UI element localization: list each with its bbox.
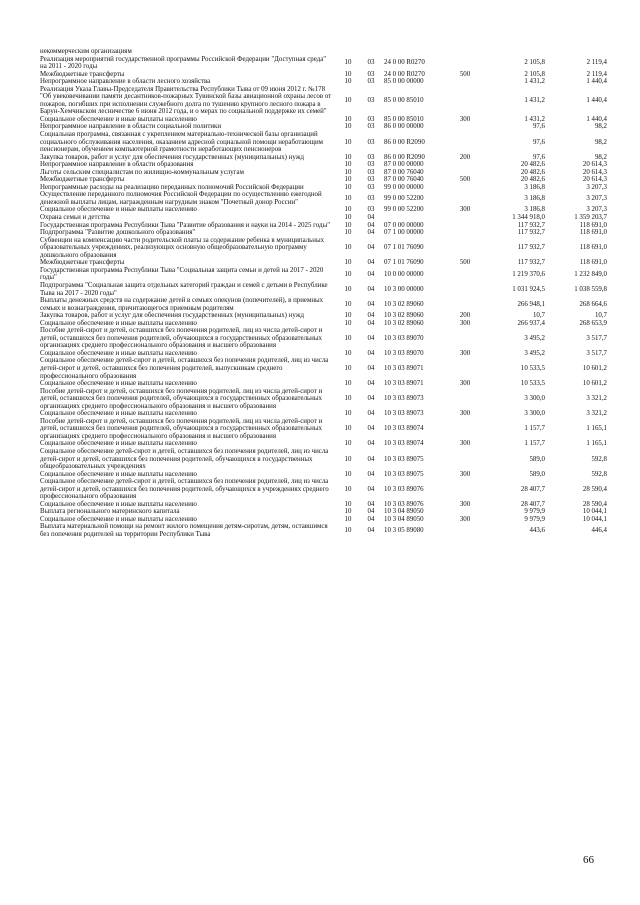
row-section-code: 10 bbox=[344, 380, 352, 388]
row-item-name: Подпрограмма "Социальная защита отдельных категорий граждан и семей с детьми в Республике Тыва на 2017 - 2020 годы" bbox=[40, 281, 328, 297]
row-amount-second-year: 10 044,1 bbox=[582, 508, 607, 516]
row-target-code: 99 0 00 00000 bbox=[384, 183, 424, 191]
row-subsection-code: 04 bbox=[367, 485, 375, 493]
row-amount-second-year: 268 653,9 bbox=[579, 319, 607, 327]
row-section-code: 10 bbox=[344, 168, 352, 176]
row-amount-second-year: 10 044,1 bbox=[582, 515, 607, 523]
row-target-code: 85 0 00 00000 bbox=[384, 78, 424, 86]
table-row bbox=[40, 161, 612, 169]
table-row bbox=[40, 237, 612, 260]
row-amount-first-year: 1 431,2 bbox=[524, 97, 545, 105]
table-row bbox=[40, 320, 612, 328]
row-amount-first-year: 9 979,9 bbox=[524, 508, 545, 516]
row-item-name: Социальное обеспечение и иные выплаты населению bbox=[40, 500, 197, 508]
row-section-code: 10 bbox=[344, 508, 352, 516]
row-target-code: 85 0 00 85010 bbox=[384, 97, 424, 105]
row-section-code: 10 bbox=[344, 115, 352, 123]
row-section-code: 10 bbox=[344, 300, 352, 308]
row-amount-first-year: 3 495,2 bbox=[524, 334, 545, 342]
row-item-name: Социальное обеспечение и иные выплаты населению bbox=[40, 410, 197, 418]
row-subsection-code: 03 bbox=[367, 115, 375, 123]
row-target-code: 99 0 00 52200 bbox=[384, 206, 424, 214]
row-amount-second-year: 20 614,3 bbox=[582, 161, 607, 169]
row-amount-second-year: 1 165,1 bbox=[586, 440, 607, 448]
row-amount-second-year: 118 691,0 bbox=[579, 259, 607, 267]
table-row bbox=[40, 312, 612, 320]
row-item-name: Закупка товаров, работ и услуг для обеспечения государственных (муниципальных) нужд bbox=[40, 153, 304, 161]
row-amount-second-year: 2 119,4 bbox=[586, 70, 607, 78]
row-target-code: 10 3 04 89050 bbox=[384, 515, 424, 523]
row-amount-second-year: 3 321,2 bbox=[586, 410, 607, 418]
row-amount-first-year: 97,6 bbox=[532, 138, 545, 146]
row-item-name: Реализация Указа Главы-Председателя Правительства Республики Тыва от 09 июня 2012 г. №178 "Об увековечивании памяти десантников-пожарных Тувинской базы авиационной охраны лесов от пожаров, погибших при исполнении служебного долга по тушению крупного лесного пожара в Барун-Хемчикском лесничестве 6 июня 2012 года, и о мерах по социальной поддержке их семей" bbox=[40, 85, 332, 116]
row-amount-first-year: 3 186,8 bbox=[524, 195, 545, 203]
row-target-code: 10 3 03 89075 bbox=[384, 455, 424, 463]
row-subsection-code: 03 bbox=[367, 153, 375, 161]
row-amount-first-year: 117 932,7 bbox=[517, 229, 545, 237]
row-amount-first-year: 28 407,7 bbox=[520, 485, 545, 493]
row-amount-first-year: 20 482,6 bbox=[520, 176, 545, 184]
row-section-code: 10 bbox=[344, 425, 352, 433]
row-amount-first-year: 20 482,6 bbox=[520, 168, 545, 176]
row-section-code: 10 bbox=[344, 455, 352, 463]
row-amount-first-year: 3 186,8 bbox=[524, 183, 545, 191]
row-subsection-code: 04 bbox=[367, 455, 375, 463]
row-amount-second-year: 3 207,3 bbox=[586, 206, 607, 214]
row-item-name: Пособие детей-сирот и детей, оставшихся без попечения родителей, лиц из числа детей-сирот и детей, оставшихся без попечения родителей, обучающихся в государственных образовательных организациях среднего профессионального образования и высшего образования bbox=[40, 387, 323, 410]
row-section-code: 10 bbox=[344, 500, 352, 508]
row-item-name: Охрана семьи и детства bbox=[40, 214, 110, 222]
row-amount-first-year: 1 157,7 bbox=[524, 440, 545, 448]
row-section-code: 10 bbox=[344, 138, 352, 146]
row-item-name: Социальное обеспечение и иные выплаты населению bbox=[40, 349, 197, 357]
row-expense-type-code: 300 bbox=[459, 515, 471, 523]
table-row bbox=[40, 131, 612, 154]
row-subsection-code: 04 bbox=[367, 395, 375, 403]
row-section-code: 10 bbox=[344, 312, 352, 320]
row-target-code: 86 0 00 R2090 bbox=[384, 138, 425, 146]
row-amount-first-year: 97,6 bbox=[532, 153, 545, 161]
row-target-code: 10 3 03 89074 bbox=[384, 440, 424, 448]
row-target-code: 87 0 00 76040 bbox=[384, 176, 424, 184]
table-row bbox=[40, 523, 612, 538]
row-amount-second-year: 98,2 bbox=[594, 123, 607, 131]
table-row bbox=[40, 229, 612, 237]
row-subsection-code: 03 bbox=[367, 161, 375, 169]
row-target-code: 10 3 03 89074 bbox=[384, 425, 424, 433]
table-row bbox=[40, 282, 612, 297]
row-amount-first-year: 2 105,8 bbox=[524, 70, 545, 78]
row-amount-second-year: 1 440,4 bbox=[586, 78, 607, 86]
row-item-name: Непрограммное направление в области социальной политики bbox=[40, 123, 222, 131]
row-subsection-code: 04 bbox=[367, 334, 375, 342]
row-target-code: 10 3 03 89076 bbox=[384, 485, 424, 493]
table-row bbox=[40, 56, 612, 71]
row-amount-second-year: 10,7 bbox=[594, 312, 607, 320]
table-row bbox=[40, 71, 612, 79]
row-expense-type-code: 300 bbox=[459, 349, 471, 357]
row-item-name: Социальное обеспечение и иные выплаты населению bbox=[40, 115, 197, 123]
row-amount-first-year: 1 431,2 bbox=[524, 115, 545, 123]
row-item-name: Реализация мероприятий государственной программы Российской Федерации "Доступная среда" на 2011 - 2020 годы bbox=[40, 55, 327, 71]
row-subsection-code: 04 bbox=[367, 527, 375, 535]
row-target-code: 10 3 00 00000 bbox=[384, 285, 424, 293]
row-amount-first-year: 97,6 bbox=[532, 123, 545, 131]
row-amount-second-year: 118 691,0 bbox=[579, 244, 607, 252]
row-section-code: 10 bbox=[344, 221, 352, 229]
page-number: 66 bbox=[583, 854, 594, 866]
row-amount-second-year: 10 601,2 bbox=[582, 380, 607, 388]
row-amount-first-year: 589,0 bbox=[529, 470, 545, 478]
row-amount-first-year: 9 979,9 bbox=[524, 515, 545, 523]
row-amount-second-year: 446,4 bbox=[591, 527, 607, 535]
row-subsection-code: 04 bbox=[367, 244, 375, 252]
row-subsection-code: 04 bbox=[367, 470, 375, 478]
row-subsection-code: 04 bbox=[367, 508, 375, 516]
row-section-code: 10 bbox=[344, 214, 352, 222]
row-subsection-code: 04 bbox=[367, 259, 375, 267]
row-section-code: 10 bbox=[344, 485, 352, 493]
row-expense-type-code: 200 bbox=[459, 153, 471, 161]
row-amount-second-year: 1 232 849,0 bbox=[574, 270, 607, 278]
row-subsection-code: 04 bbox=[367, 221, 375, 229]
row-target-code: 10 3 03 89073 bbox=[384, 410, 424, 418]
table-row bbox=[40, 448, 612, 471]
row-target-code: 07 1 00 00000 bbox=[384, 229, 424, 237]
row-subsection-code: 04 bbox=[367, 425, 375, 433]
row-target-code: 24 0 00 R0270 bbox=[384, 70, 425, 78]
row-item-name: Непрограммное направление в области лесного хозяйства bbox=[40, 78, 211, 86]
row-amount-second-year: 1 359 203,7 bbox=[574, 214, 607, 222]
row-target-code: 07 0 00 00000 bbox=[384, 221, 424, 229]
row-amount-second-year: 3 321,2 bbox=[586, 395, 607, 403]
row-item-name: Выплата материальной помощи на ремонт жилого помещения детям-сиротам, детям, оставшимся без попечения родителей на территории Республики Тыва bbox=[40, 523, 328, 538]
row-amount-first-year: 3 300,0 bbox=[524, 410, 545, 418]
table-row bbox=[40, 410, 612, 418]
row-subsection-code: 04 bbox=[367, 300, 375, 308]
row-amount-first-year: 1 157,7 bbox=[524, 425, 545, 433]
table-row bbox=[40, 222, 612, 230]
table-row bbox=[40, 191, 612, 206]
table-row bbox=[40, 267, 612, 282]
row-section-code: 10 bbox=[344, 527, 352, 535]
row-target-code: 10 3 03 89076 bbox=[384, 500, 424, 508]
row-item-name: Закупка товаров, работ и услуг для обеспечения государственных (муниципальных) нужд bbox=[40, 312, 304, 320]
row-target-code: 87 0 00 00000 bbox=[384, 161, 424, 169]
row-amount-second-year: 28 590,4 bbox=[582, 500, 607, 508]
row-amount-second-year: 1 440,4 bbox=[586, 115, 607, 123]
row-expense-type-code: 300 bbox=[459, 440, 471, 448]
row-section-code: 10 bbox=[344, 319, 352, 327]
row-item-name: Государственная программа Республики Тыва "Социальная защита семьи и детей на 2017 - 2020 годы" bbox=[40, 266, 324, 282]
row-amount-first-year: 1 219 370,6 bbox=[512, 270, 545, 278]
row-subsection-code: 04 bbox=[367, 229, 375, 237]
row-section-code: 10 bbox=[344, 259, 352, 267]
row-subsection-code: 04 bbox=[367, 319, 375, 327]
table-row bbox=[40, 259, 612, 267]
table-row bbox=[40, 154, 612, 162]
table-row bbox=[40, 508, 612, 516]
row-item-name: Межбюджетные трансферты bbox=[40, 176, 125, 184]
row-item-name: Социальное обеспечение детей-сирот и детей, оставшихся без попечения родителей, лиц из числа детей-сирот и детей, оставшихся без попечения родителей, обучающихся в государственных общеобразовательных учреждениях bbox=[40, 447, 329, 471]
table-row bbox=[40, 327, 612, 350]
row-section-code: 10 bbox=[344, 244, 352, 252]
row-amount-second-year: 118 691,0 bbox=[579, 229, 607, 237]
row-amount-first-year: 1 431,2 bbox=[524, 78, 545, 86]
row-target-code: 10 3 03 89070 bbox=[384, 349, 424, 357]
row-section-code: 10 bbox=[344, 440, 352, 448]
row-item-name: Межбюджетные трансферты bbox=[40, 259, 125, 267]
row-section-code: 10 bbox=[344, 349, 352, 357]
row-item-name: Выплата регионального материнского капитала bbox=[40, 508, 180, 516]
table-row bbox=[40, 176, 612, 184]
row-amount-first-year: 1 344 918,0 bbox=[512, 214, 545, 222]
row-amount-first-year: 589,0 bbox=[529, 455, 545, 463]
row-amount-second-year: 1 165,1 bbox=[586, 425, 607, 433]
table-row bbox=[40, 501, 612, 509]
row-amount-second-year: 20 614,3 bbox=[582, 168, 607, 176]
row-amount-second-year: 10 601,2 bbox=[582, 364, 607, 372]
row-amount-second-year: 268 664,6 bbox=[579, 300, 607, 308]
row-section-code: 10 bbox=[344, 176, 352, 184]
row-section-code: 10 bbox=[344, 123, 352, 131]
row-subsection-code: 03 bbox=[367, 78, 375, 86]
row-amount-second-year: 2 119,4 bbox=[586, 59, 607, 67]
row-section-code: 10 bbox=[344, 229, 352, 237]
row-amount-first-year: 266 948,1 bbox=[517, 300, 545, 308]
row-amount-second-year: 1 440,4 bbox=[586, 97, 607, 105]
row-expense-type-code: 300 bbox=[459, 206, 471, 214]
row-amount-second-year: 3 207,3 bbox=[586, 195, 607, 203]
row-target-code: 10 3 03 89075 bbox=[384, 470, 424, 478]
row-item-name: Социальное обеспечение и иные выплаты населению bbox=[40, 206, 197, 214]
row-expense-type-code: 300 bbox=[459, 470, 471, 478]
row-subsection-code: 04 bbox=[367, 349, 375, 357]
row-subsection-code: 04 bbox=[367, 364, 375, 372]
row-item-name: Пособие детей-сирот и детей, оставшихся без попечения родителей, лиц из числа детей-сирот и детей, оставшихся без попечения родителей, обучающихся в государственных образовательных организациях среднего профессионального образования и высшего образования bbox=[40, 327, 323, 350]
row-amount-second-year: 98,2 bbox=[594, 138, 607, 146]
row-subsection-code: 04 bbox=[367, 515, 375, 523]
row-section-code: 10 bbox=[344, 97, 352, 105]
table-row bbox=[40, 123, 612, 131]
row-section-code: 10 bbox=[344, 470, 352, 478]
row-item-name: Льготы сельским специалистам по жилищно-коммунальным услугам bbox=[40, 168, 244, 176]
row-subsection-code: 03 bbox=[367, 97, 375, 105]
table-row bbox=[40, 357, 612, 380]
row-item-name: Социальное обеспечение детей-сирот и детей, оставшихся без попечения родителей, лиц из числа детей-сирот и детей, оставшихся без попечения родителей, обучающихся в учреждениях среднего профессионального образования bbox=[40, 478, 329, 501]
row-target-code: 10 3 03 89071 bbox=[384, 364, 424, 372]
row-subsection-code: 03 bbox=[367, 183, 375, 191]
row-section-code: 10 bbox=[344, 59, 352, 67]
row-subsection-code: 03 bbox=[367, 70, 375, 78]
row-section-code: 10 bbox=[344, 206, 352, 214]
row-target-code: 10 0 00 00000 bbox=[384, 270, 424, 278]
row-amount-second-year: 98,2 bbox=[594, 153, 607, 161]
table-row bbox=[40, 48, 612, 56]
row-section-code: 10 bbox=[344, 364, 352, 372]
row-subsection-code: 04 bbox=[367, 285, 375, 293]
row-item-name: Непрограммные расходы на реализацию переданных полномочий Российской Федерации bbox=[40, 183, 304, 191]
row-item-name: Пособие детей-сирот и детей, оставшихся без попечения родителей, лиц из числа детей-сирот и детей, оставшихся без попечения родителей, обучающихся в государственных образовательных организациях среднего профессионального образования и высшего образования bbox=[40, 417, 323, 440]
row-section-code: 10 bbox=[344, 78, 352, 86]
row-target-code: 86 0 00 R2090 bbox=[384, 153, 425, 161]
row-item-name: Социальное обеспечение и иные выплаты населению bbox=[40, 440, 197, 448]
table-row bbox=[40, 78, 612, 86]
table-row bbox=[40, 388, 612, 411]
row-expense-type-code: 300 bbox=[459, 380, 471, 388]
row-section-code: 10 bbox=[344, 334, 352, 342]
row-item-name: Непрограммное направление в области образования bbox=[40, 161, 194, 169]
table-row bbox=[40, 471, 612, 479]
table-row bbox=[40, 214, 612, 222]
row-item-name: Социальное обеспечение и иные выплаты населению bbox=[40, 470, 197, 478]
row-target-code: 10 3 03 89071 bbox=[384, 380, 424, 388]
row-subsection-code: 04 bbox=[367, 380, 375, 388]
row-expense-type-code: 300 bbox=[459, 319, 471, 327]
row-expense-type-code: 500 bbox=[459, 176, 471, 184]
row-item-name: Социальное обеспечение и иные выплаты населению bbox=[40, 319, 197, 327]
row-amount-second-year: 592,8 bbox=[591, 455, 607, 463]
table-row bbox=[40, 169, 612, 177]
row-amount-first-year: 3 300,0 bbox=[524, 395, 545, 403]
row-item-name: Социальное обеспечение и иные выплаты населению bbox=[40, 380, 197, 388]
row-amount-second-year: 3 517,7 bbox=[586, 334, 607, 342]
row-section-code: 10 bbox=[344, 183, 352, 191]
row-amount-first-year: 3 495,2 bbox=[524, 349, 545, 357]
row-item-name: Осуществление переданного полномочия Российской Федерации по осуществлению ежегодной денежной выплаты лицам, награжденным нагрудным знаком "Почетный донор России" bbox=[40, 191, 322, 206]
row-target-code: 10 3 02 89060 bbox=[384, 312, 424, 320]
row-target-code: 10 3 03 89073 bbox=[384, 395, 424, 403]
table-row bbox=[40, 116, 612, 124]
table-row bbox=[40, 350, 612, 358]
table-row bbox=[40, 478, 612, 501]
row-expense-type-code: 300 bbox=[459, 115, 471, 123]
row-target-code: 07 1 01 76090 bbox=[384, 244, 424, 252]
row-subsection-code: 04 bbox=[367, 440, 375, 448]
row-amount-first-year: 1 031 924,5 bbox=[512, 285, 545, 293]
row-subsection-code: 03 bbox=[367, 168, 375, 176]
row-amount-first-year: 117 932,7 bbox=[517, 244, 545, 252]
row-amount-second-year: 3 207,3 bbox=[586, 183, 607, 191]
row-amount-first-year: 443,6 bbox=[529, 527, 545, 535]
table-row bbox=[40, 86, 612, 116]
table-row bbox=[40, 440, 612, 448]
row-amount-second-year: 20 614,3 bbox=[582, 176, 607, 184]
row-amount-first-year: 117 932,7 bbox=[517, 259, 545, 267]
row-target-code: 10 3 05 89080 bbox=[384, 527, 424, 535]
row-section-code: 10 bbox=[344, 395, 352, 403]
row-amount-first-year: 10,7 bbox=[532, 312, 545, 320]
table-row bbox=[40, 206, 612, 214]
row-item-name: Государственная программа Республики Тыва "Развитие образования и науки на 2014 - 2025 годы" bbox=[40, 221, 331, 229]
row-expense-type-code: 200 bbox=[459, 312, 471, 320]
row-section-code: 10 bbox=[344, 195, 352, 203]
table-row bbox=[40, 380, 612, 388]
row-subsection-code: 03 bbox=[367, 176, 375, 184]
row-target-code: 07 1 01 76090 bbox=[384, 259, 424, 267]
row-expense-type-code: 500 bbox=[459, 70, 471, 78]
row-item-name: Подпрограмма "Развитие дошкольного образования" bbox=[40, 229, 196, 237]
row-subsection-code: 03 bbox=[367, 206, 375, 214]
row-amount-first-year: 3 186,8 bbox=[524, 206, 545, 214]
row-subsection-code: 03 bbox=[367, 59, 375, 67]
row-amount-second-year: 28 590,4 bbox=[582, 485, 607, 493]
row-subsection-code: 03 bbox=[367, 123, 375, 131]
row-expense-type-code: 300 bbox=[459, 500, 471, 508]
row-target-code: 10 3 02 89060 bbox=[384, 319, 424, 327]
row-section-code: 10 bbox=[344, 410, 352, 418]
row-expense-type-code: 300 bbox=[459, 410, 471, 418]
row-item-name: Социальное обеспечение и иные выплаты населению bbox=[40, 515, 197, 523]
row-target-code: 86 0 00 00000 bbox=[384, 123, 424, 131]
table-row bbox=[40, 297, 612, 312]
row-section-code: 10 bbox=[344, 153, 352, 161]
row-amount-second-year: 592,8 bbox=[591, 470, 607, 478]
row-amount-second-year: 1 038 559,8 bbox=[574, 285, 607, 293]
row-target-code: 10 3 04 89050 bbox=[384, 508, 424, 516]
row-item-name: Межбюджетные трансферты bbox=[40, 70, 125, 78]
row-target-code: 24 0 00 R0270 bbox=[384, 59, 425, 67]
table-row bbox=[40, 516, 612, 524]
row-subsection-code: 03 bbox=[367, 138, 375, 146]
row-target-code: 10 3 02 89060 bbox=[384, 300, 424, 308]
table-row bbox=[40, 418, 612, 441]
row-subsection-code: 04 bbox=[367, 500, 375, 508]
row-amount-first-year: 117 932,7 bbox=[517, 221, 545, 229]
row-item-name: Социальное обеспечение детей-сирот и детей, оставшихся без попечения родителей, лиц из числа детей-сирот и детей, оставшихся без попечения родителей, выпускникам среднего профессионального образования bbox=[40, 357, 329, 380]
row-amount-first-year: 10 533,5 bbox=[520, 380, 545, 388]
row-item-name: Социальная программа, связанная с укреплением материально-технической базы организаций социального обслуживания населения, оказанием адресной социальной помощи неработающим пенсионерам, обучением компьютерной грамотности неработающих пенсионеров bbox=[40, 131, 324, 154]
row-section-code: 10 bbox=[344, 70, 352, 78]
row-amount-second-year: 118 691,0 bbox=[579, 221, 607, 229]
row-section-code: 10 bbox=[344, 515, 352, 523]
table-row bbox=[40, 184, 612, 192]
row-target-code: 10 3 03 89070 bbox=[384, 334, 424, 342]
row-item-name: некоммерческим организациям bbox=[40, 48, 132, 55]
row-section-code: 10 bbox=[344, 270, 352, 278]
row-item-name: Субвенции на компенсацию части родительской платы за содержание ребенка в муниципальных образовательных учреждениях, реализующих основную общеобразовательную программу дошкольного образования bbox=[40, 236, 325, 259]
budget-table bbox=[40, 48, 612, 539]
row-amount-first-year: 2 105,8 bbox=[524, 59, 545, 67]
row-subsection-code: 04 bbox=[367, 214, 375, 222]
row-amount-first-year: 266 937,4 bbox=[517, 319, 545, 327]
row-amount-first-year: 28 407,7 bbox=[520, 500, 545, 508]
row-expense-type-code: 500 bbox=[459, 259, 471, 267]
row-amount-second-year: 3 517,7 bbox=[586, 349, 607, 357]
row-section-code: 10 bbox=[344, 285, 352, 293]
row-subsection-code: 03 bbox=[367, 195, 375, 203]
row-target-code: 87 0 00 76040 bbox=[384, 168, 424, 176]
row-item-name: Выплаты денежных средств на содержание детей в семьях опекунов (попечителей), в приемных семьях и вознаграждения, причитающегося приемным родителям bbox=[40, 297, 324, 312]
row-amount-first-year: 10 533,5 bbox=[520, 364, 545, 372]
row-subsection-code: 04 bbox=[367, 410, 375, 418]
row-subsection-code: 04 bbox=[367, 270, 375, 278]
row-target-code: 99 0 00 52200 bbox=[384, 195, 424, 203]
row-section-code: 10 bbox=[344, 161, 352, 169]
row-subsection-code: 04 bbox=[367, 312, 375, 320]
row-amount-first-year: 20 482,6 bbox=[520, 161, 545, 169]
row-target-code: 85 0 00 85010 bbox=[384, 115, 424, 123]
